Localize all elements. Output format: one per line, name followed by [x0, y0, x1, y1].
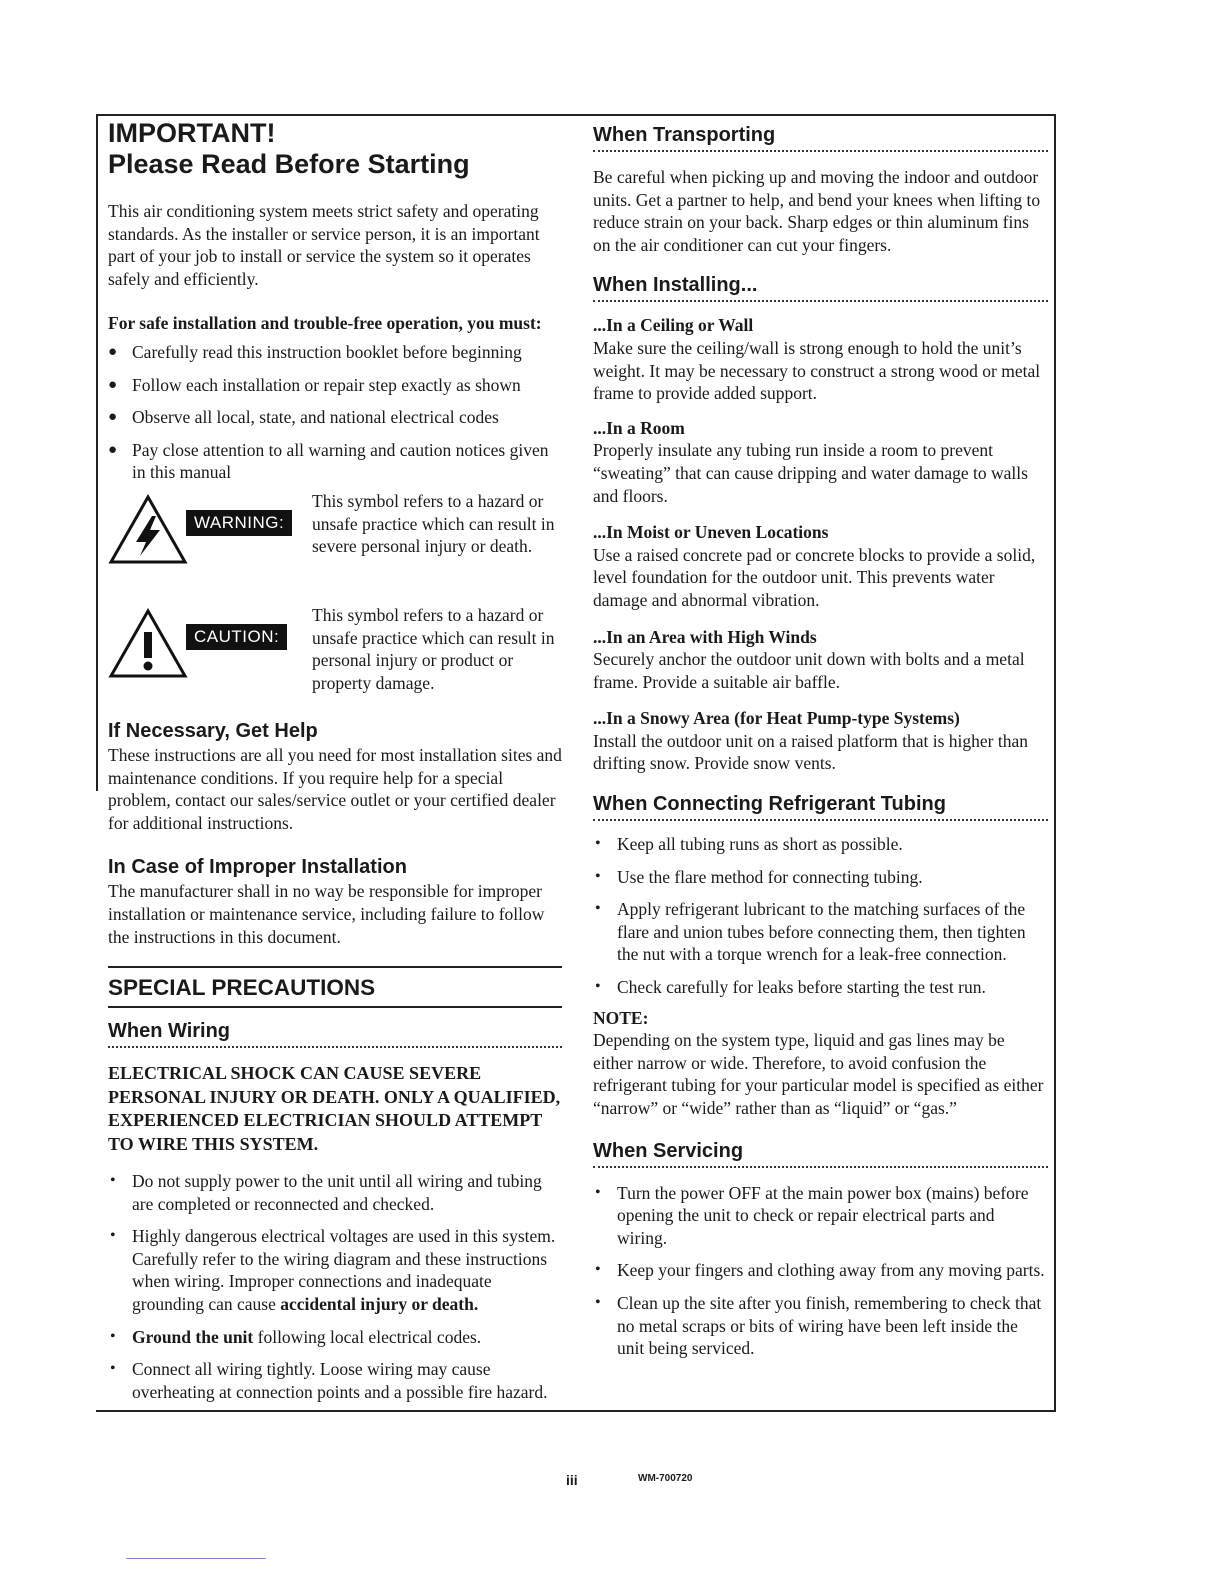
list-item: ● Pay close attention to all warning and caution notices given in this manual — [108, 439, 562, 484]
wiring-item2-text: Highly dangerous electrical voltages are used in this system. Carefully refer to the wiring diagram and these instructions when wiring. Improper connections and inadequate grounding can cause — [132, 1226, 556, 1315]
list-item: • Apply refrigerant lubricant to the matching surfaces of the flare and union tubes before connecting them, then tighten the nut with a torque wrench for a leak-free connection. — [593, 898, 1048, 966]
frame-left-rule — [96, 114, 98, 791]
title-line-2: Please Read Before Starting — [108, 149, 470, 179]
transporting-text: Be careful when picking up and moving the indoor and outdoor units. Get a partner to help, and bend your knees when lifting to reduce strain on your back. Sharp edges or thin aluminum fins on the air conditioner can cut your fingers. — [593, 167, 1041, 255]
servicing-heading: When Servicing — [593, 1138, 1048, 1168]
list-item — [108, 1225, 562, 1315]
install-room — [593, 417, 1048, 507]
wiring-heading: When Wiring — [108, 1018, 562, 1048]
install-sub-title: ...In a Ceiling or Wall — [593, 315, 754, 336]
note-text: Depending on the system type, liquid and gas lines may be either narrow or wide. Therefore, to avoid confusion the refrigerant tubing for your particular model is specified as either “narrow” or “wide” rather than as “liquid” or “gas.” — [593, 1030, 1044, 1118]
get-help-heading: If Necessary, Get Help — [108, 719, 318, 742]
installing-heading: When Installing... — [593, 272, 1048, 302]
exclamation-hazard-icon — [108, 608, 188, 680]
caution-notice — [108, 604, 562, 714]
install-sub-title: ...In an Area with High Winds — [593, 626, 817, 647]
caution-badge: CAUTION: — [186, 624, 287, 650]
improper-heading: In Case of Improper Installation — [108, 856, 407, 879]
tubing-heading: When Connecting Refrigerant Tubing — [593, 791, 1048, 821]
right-column — [593, 118, 1048, 1360]
install-sub-text: Properly insulate any tubing run inside a room to prevent “sweating” that can cause dripping and water damage to walls and floors. — [593, 440, 1028, 506]
list-item: • Check carefully for leaks before starting the test run. — [593, 976, 1048, 999]
install-snowy — [593, 707, 1048, 775]
caution-text: This symbol refers to a hazard or unsafe practice which can result in personal injury or product or property damage. — [312, 604, 555, 693]
must-heading: For safe installation and trouble-free operation, you must: — [108, 313, 542, 334]
list-item: • Connect all wiring tightly. Loose wiring may cause overheating at connection points and a possible fire hazard. — [108, 1358, 562, 1403]
install-winds — [593, 626, 1048, 694]
list-item: • Turn the power OFF at the main power box (mains) before opening the unit to check or repair electrical parts and wiring. — [593, 1182, 1048, 1250]
left-column — [108, 118, 562, 1403]
intro-paragraph: This air conditioning system meets strict safety and operating standards. As the installer or service person, it is an important part of your job to install or service the system so it operates safely and efficiently. — [108, 201, 540, 289]
page-number: iii — [566, 1472, 578, 1488]
document-code: WM-700720 — [638, 1473, 693, 1484]
must-list — [108, 341, 562, 484]
install-sub-title: ...In Moist or Uneven Locations — [593, 522, 829, 543]
list-item: ● Follow each installation or repair step exactly as shown — [108, 374, 562, 397]
list-item: • Use the flare method for connecting tubing. — [593, 866, 1048, 889]
wiring-list — [108, 1170, 562, 1403]
list-item: • Clean up the site after you finish, remembering to check that no metal scraps or bits of wiring have been left inside the unit being serviced. — [593, 1292, 1048, 1360]
wiring-item3-bold: Ground the unit — [132, 1326, 254, 1347]
install-sub-text: Use a raised concrete pad or concrete blocks to provide a solid, level foundation for the outdoor unit. This prevents water damage and abnormal vibration. — [593, 544, 1036, 610]
list-item: • Keep your fingers and clothing away from any moving parts. — [593, 1259, 1048, 1282]
note-label: NOTE: — [593, 1007, 649, 1028]
list-item: ● Observe all local, state, and national electrical codes — [108, 406, 562, 429]
page-footer — [0, 1472, 1224, 1492]
title-line-1: IMPORTANT! — [108, 118, 276, 148]
important-title — [108, 118, 562, 180]
warning-text: This symbol refers to a hazard or unsafe practice which can result in severe personal injury or death. — [312, 490, 555, 557]
install-ceiling — [593, 314, 1048, 404]
list-item: • Do not supply power to the unit until all wiring and tubing are completed or reconnected and checked. — [108, 1170, 562, 1215]
install-moist — [593, 521, 1048, 611]
improper-text: The manufacturer shall in no way be responsible for improper installation or maintenance service, including failure to follow the instructions in this document. — [108, 881, 545, 947]
install-sub-text: Install the outdoor unit on a raised platform that is higher than drifting snow. Provide snow vents. — [593, 730, 1028, 774]
install-sub-title: ...In a Room — [593, 417, 685, 438]
scan-artifact-line — [126, 1558, 266, 1559]
transporting-heading: When Transporting — [593, 122, 1048, 152]
wiring-item2-bold: accidental injury or death. — [280, 1294, 479, 1315]
warning-notice — [108, 490, 562, 600]
get-help-text: These instructions are all you need for most installation sites and maintenance conditions. If you require help for a special problem, contact our sales/service outlet or your certified dealer for additional instructions. — [108, 744, 562, 833]
servicing-list — [593, 1182, 1048, 1360]
frame-right-rule — [1054, 114, 1056, 1412]
special-precautions-heading: SPECIAL PRECAUTIONS — [108, 966, 562, 1008]
install-sub-text: Make sure the ceiling/wall is strong enough to hold the unit’s weight. It may be necessary to construct a strong wood or metal frame to provide added support. — [593, 337, 1041, 404]
install-sub-title: ...In a Snowy Area (for Heat Pump-type Systems) — [593, 708, 960, 729]
wiring-warning: ELECTRICAL SHOCK CAN CAUSE SEVERE PERSONAL INJURY OR DEATH. ONLY A QUALIFIED, EXPERIENCED ELECTRICIAN SHOULD ATTEMPT TO WIRE THIS SYSTEM. — [108, 1063, 561, 1154]
list-item: ● Carefully read this instruction booklet before beginning — [108, 341, 562, 364]
tubing-list — [593, 833, 1048, 999]
list-item — [108, 1326, 562, 1349]
warning-badge: WARNING: — [186, 510, 292, 536]
wiring-item3-text: following local electrical codes. — [253, 1326, 482, 1347]
install-sub-text: Securely anchor the outdoor unit down with bolts and a metal frame. Provide a suitable air baffle. — [593, 649, 1025, 692]
list-item: • Keep all tubing runs as short as possible. — [593, 833, 1048, 856]
electric-hazard-icon — [108, 494, 188, 566]
